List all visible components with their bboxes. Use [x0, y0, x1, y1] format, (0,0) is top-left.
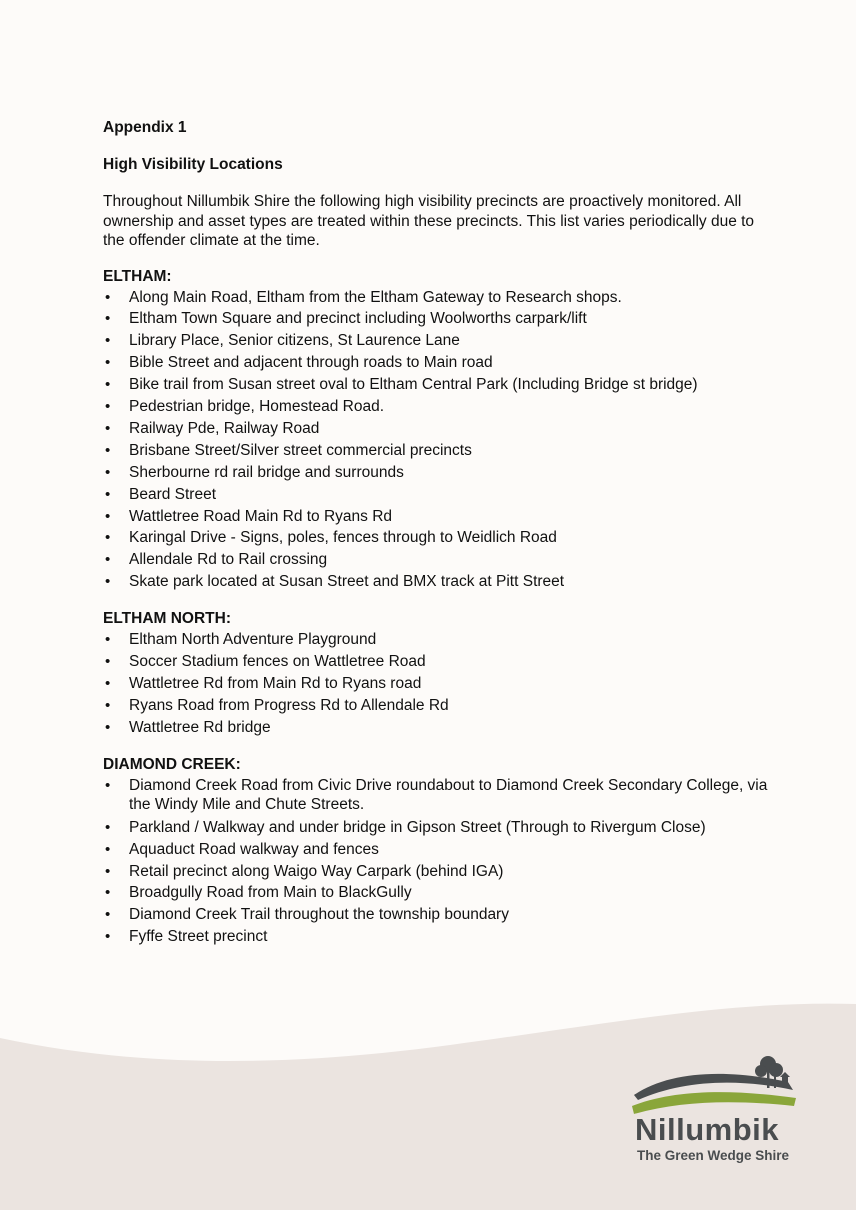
list-item: • Wattletree Road Main Rd to Ryans Rd: [103, 506, 773, 528]
section-heading-eltham: ELTHAM:: [103, 267, 172, 285]
list-item: • Aquaduct Road walkway and fences: [103, 839, 773, 861]
list-item: • Diamond Creek Road from Civic Drive roundabout to Diamond Creek Secondary College, via the Windy Mile and Chute Streets.: [103, 776, 773, 815]
list-item: • Pedestrian bridge, Homestead Road.: [103, 396, 773, 418]
list-item: • Fyffe Street precinct: [103, 926, 773, 948]
section-diamond-creek: [103, 755, 773, 948]
list-item: • Library Place, Senior citizens, St Laurence Lane: [103, 330, 773, 352]
list-item: • Ryans Road from Progress Rd to Allendale Rd: [103, 695, 773, 717]
list-item: • Eltham Town Square and precinct including Woolworths carpark/lift: [103, 308, 773, 330]
list-item: • Wattletree Rd bridge: [103, 717, 773, 739]
list-item: • Railway Pde, Railway Road: [103, 418, 773, 440]
section-title: High Visibility Locations: [103, 156, 283, 173]
list-item: • Wattletree Rd from Main Rd to Ryans road: [103, 673, 773, 695]
section-eltham-north: [103, 609, 773, 739]
list-item: • Retail precinct along Waigo Way Carpark (behind IGA): [103, 861, 773, 883]
list-item: • Karingal Drive - Signs, poles, fences through to Weidlich Road: [103, 527, 773, 549]
logo-tagline: The Green Wedge Shire: [637, 1148, 790, 1163]
section-eltham: [103, 267, 773, 594]
eltham-list: [103, 287, 773, 594]
list-item: • Brisbane Street/Silver street commercial precincts: [103, 440, 773, 462]
section-heading-diamond-creek: DIAMOND CREEK:: [103, 755, 241, 773]
appendix-title: Appendix 1: [103, 119, 187, 136]
list-item: • Sherbourne rd rail bridge and surrounds: [103, 462, 773, 484]
logo-wordmark: Nillumbik: [635, 1112, 780, 1147]
list-item: • Broadgully Road from Main to BlackGully: [103, 882, 773, 904]
list-item: • Along Main Road, Eltham from the Eltham Gateway to Research shops.: [103, 287, 773, 309]
diamond-creek-list: [103, 776, 773, 948]
section-heading-eltham-north: ELTHAM NORTH:: [103, 610, 231, 628]
eltham-north-list: [103, 629, 773, 739]
list-item: • Bike trail from Susan street oval to Eltham Central Park (Including Bridge st bridge): [103, 374, 773, 396]
list-item: • Skate park located at Susan Street and BMX track at Pitt Street: [103, 571, 773, 593]
list-item: • Beard Street: [103, 484, 773, 506]
document-body: [103, 118, 773, 964]
list-item: • Soccer Stadium fences on Wattletree Road: [103, 651, 773, 673]
list-item: • Allendale Rd to Rail crossing: [103, 549, 773, 571]
intro-paragraph: Throughout Nillumbik Shire the following high visibility precincts are proactively monitored. All ownership and asset types are treated within these precincts. This list varies periodically due to the offender climate at the time.: [103, 193, 755, 249]
list-item: • Diamond Creek Trail throughout the township boundary: [103, 904, 773, 926]
list-item: • Bible Street and adjacent through roads to Main road: [103, 352, 773, 374]
list-item: • Eltham North Adventure Playground: [103, 629, 773, 651]
list-item: • Parkland / Walkway and under bridge in Gipson Street (Through to Rivergum Close): [103, 817, 773, 839]
